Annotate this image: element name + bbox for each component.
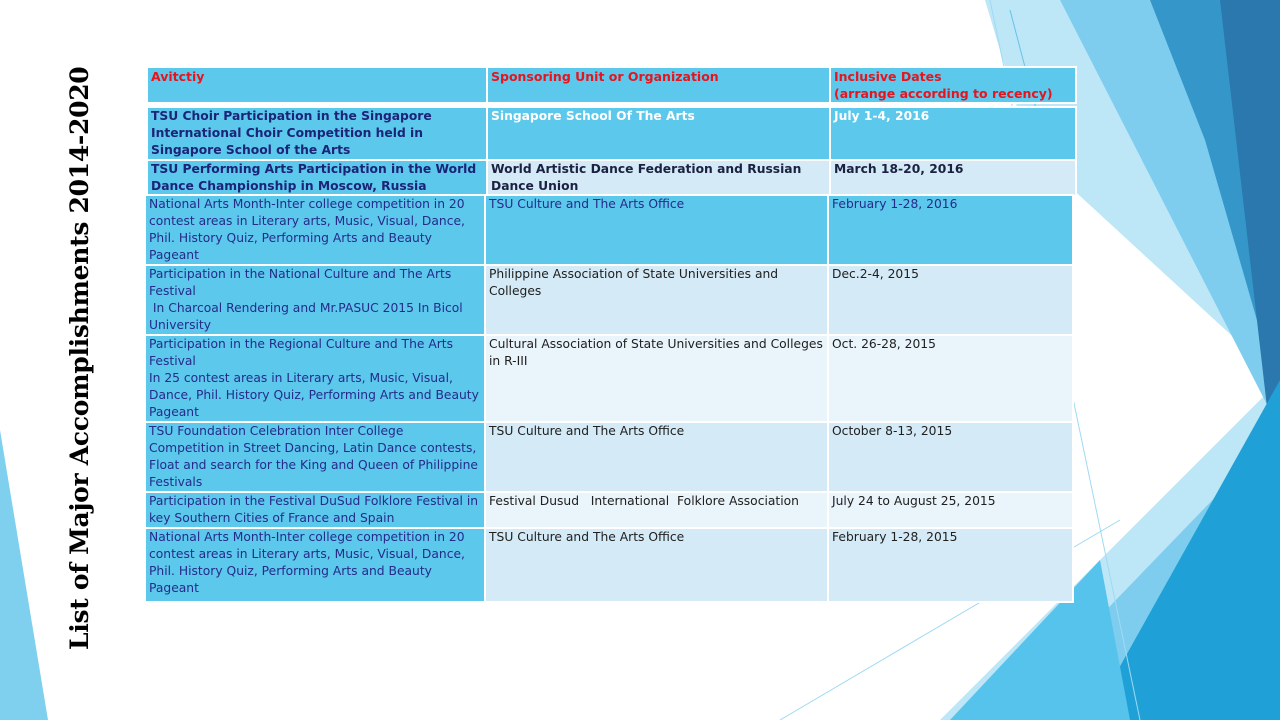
sponsor-cell: Philippine Association of State Universities and Colleges [485, 265, 828, 335]
activity-cell: TSU Choir Participation in the Singapore International Choir Competition held in Singapore School of the Arts [147, 107, 487, 160]
activity-cell: National Arts Month-Inter college competition in 20 contest areas in Literary arts, Music, Visual, Dance, Phil. History Quiz, Performing Arts and Beauty Pageant [145, 195, 485, 265]
activity-cell: National Arts Month-Inter college competition in 20 contest areas in Literary arts, Music, Visual, Dance, Phil. History Quiz, Performing Arts and Beauty Pageant [145, 528, 485, 602]
header-dates-line2: (arrange according to recency) [834, 86, 1053, 101]
header-dates [830, 67, 1076, 103]
highlight-table [146, 106, 1077, 197]
table-row [145, 335, 1073, 422]
header-dates-line1: Inclusive Dates [834, 69, 942, 84]
table-row [145, 492, 1073, 528]
activity-cell: TSU Foundation Celebration Inter College Competition in Street Dancing, Latin Dance contests, Float and search for the King and Queen of Philippine Festivals [145, 422, 485, 492]
header-table [146, 66, 1077, 104]
sponsor-cell: Festival Dusud International Folklore Association [485, 492, 828, 528]
activity-line: In Charcoal Rendering and Mr.PASUC 2015 In Bicol University [149, 301, 467, 332]
table-row [145, 195, 1073, 265]
dates-cell: July 1-4, 2016 [830, 107, 1076, 160]
sponsor-cell: TSU Culture and The Arts Office [485, 422, 828, 492]
slide-title: List of Major Accomplishments 2014-2020 [65, 66, 94, 650]
dates-cell: October 8-13, 2015 [828, 422, 1073, 492]
table-header-row [147, 67, 1076, 103]
accomplishments-table [144, 194, 1074, 603]
dates-cell: Oct. 26-28, 2015 [828, 335, 1073, 422]
dates-cell: July 24 to August 25, 2015 [828, 492, 1073, 528]
sponsor-cell: Cultural Association of State Universities and Colleges in R-III [485, 335, 828, 422]
dates-cell: Dec.2-4, 2015 [828, 265, 1073, 335]
activity-line: Participation in the National Culture and The Arts Festival [149, 267, 452, 298]
activity-line: Participation in the Regional Culture and The Arts Festival [149, 337, 454, 368]
sponsor-cell: TSU Culture and The Arts Office [485, 528, 828, 602]
activity-cell: TSU Performing Arts Participation in the World Dance Championship in Moscow, Russia [147, 160, 487, 196]
activity-cell [145, 265, 485, 335]
table-row [147, 107, 1076, 160]
header-sponsor: Sponsoring Unit or Organization [487, 67, 830, 103]
table-row [145, 422, 1073, 492]
table-row [147, 160, 1076, 196]
activity-cell: Participation in the Festival DuSud Folklore Festival in key Southern Cities of France and Spain [145, 492, 485, 528]
activity-line: In 25 contest areas in Literary arts, Music, Visual, Dance, Phil. History Quiz, Performing Arts and Beauty Pageant [149, 371, 479, 419]
header-activity: Avitctiy [147, 67, 487, 103]
sponsor-cell: TSU Culture and The Arts Office [485, 195, 828, 265]
dates-cell: February 1-28, 2016 [828, 195, 1073, 265]
sponsor-cell: World Artistic Dance Federation and Russian Dance Union [487, 160, 830, 196]
dates-cell: February 1-28, 2015 [828, 528, 1073, 602]
table-row [145, 265, 1073, 335]
activity-cell [145, 335, 485, 422]
dates-cell: March 18-20, 2016 [830, 160, 1076, 196]
table-row [145, 528, 1073, 602]
sponsor-cell: Singapore School Of The Arts [487, 107, 830, 160]
